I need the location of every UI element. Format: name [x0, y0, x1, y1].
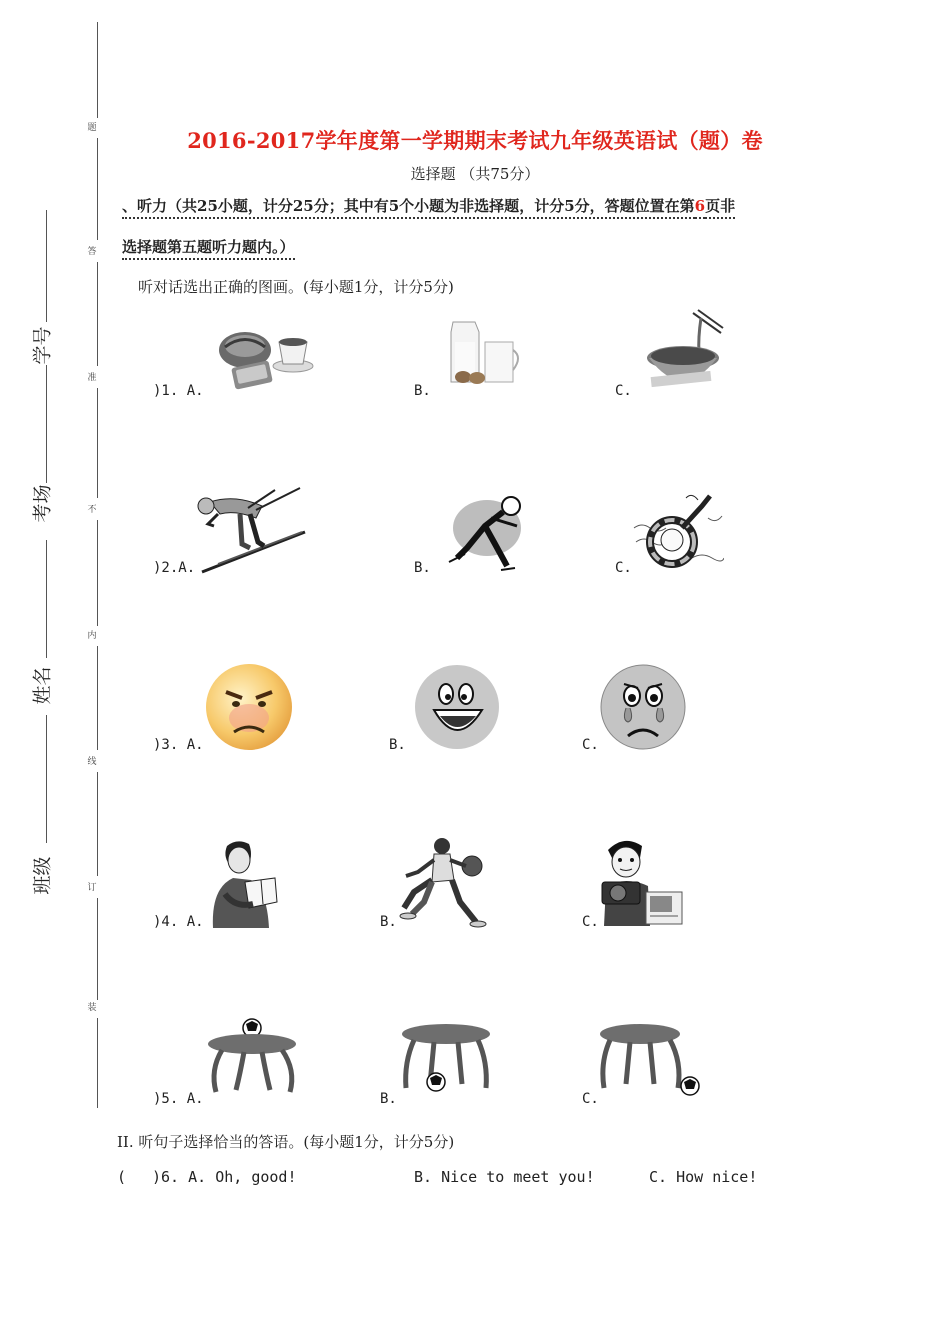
reporter-camera-picture: [598, 836, 688, 932]
reading-boy-picture: [205, 838, 281, 932]
q2-option-b-label: B.: [414, 560, 431, 576]
page-number-highlight: 6: [695, 197, 705, 219]
q6-option-c: C. How nice!: [649, 1168, 758, 1186]
q2-option-a-label: )2.A.: [153, 560, 196, 576]
q3-option-b-label: B.: [389, 737, 406, 753]
ball-under-table-picture: [400, 1022, 492, 1098]
name-field-label: 姓名: [31, 666, 54, 705]
basketball-player-picture: [398, 836, 488, 934]
q4-option-b-label: B.: [380, 914, 397, 930]
breakfast-food-picture: [215, 312, 315, 396]
swimming-picture: [632, 488, 724, 576]
part2-heading: II. 听句子选择恰当的答语。(每小题1分，计分5分): [117, 1133, 455, 1151]
q6-option-a: )6. A. Oh, good!: [152, 1168, 297, 1186]
student-number-field-label: 学号: [31, 326, 54, 365]
listening-heading-text: 、听力（共25小题，计分25分；其中有5个小题为非选择题，计分5分，答题位置在第: [122, 197, 695, 219]
exam-subtitle: 选择题 （共75分）: [410, 165, 540, 183]
q1-option-a-label: )1. A.: [153, 383, 204, 399]
q2-option-c-label: C.: [615, 560, 632, 576]
ball-on-table-picture: [206, 1018, 300, 1100]
seal-char: 线: [87, 757, 97, 767]
seal-char: 题: [87, 123, 97, 133]
listening-section-heading-cont: [122, 236, 295, 257]
seal-char: 订: [87, 883, 97, 893]
listening-heading-text-2: 选择题第五题听力题内。）: [122, 238, 295, 260]
part1-instruction: 听对话选出正确的图画。(每小题1分，计分5分): [138, 278, 454, 296]
q5-option-a-label: )5. A.: [153, 1091, 204, 1107]
listening-heading-text-end: 页非: [705, 197, 735, 219]
exam-room-field-label: 考场: [31, 484, 54, 523]
skating-picture: [445, 488, 527, 576]
crying-face-picture: [600, 664, 686, 754]
q1-option-c-label: C.: [615, 383, 632, 399]
angry-face-picture: [204, 662, 294, 756]
q6-option-b: B. Nice to meet you!: [414, 1168, 595, 1186]
q6-answer-paren: (: [117, 1168, 127, 1186]
seal-char: 内: [87, 631, 97, 641]
seal-char: 准: [87, 373, 97, 383]
class-field-label: 班级: [31, 856, 54, 895]
listening-section-heading: [122, 195, 735, 216]
q4-option-c-label: C.: [582, 914, 599, 930]
exam-title: 2016-2017学年度第一学期期末考试九年级英语试（题）卷: [187, 128, 763, 153]
happy-face-picture: [414, 664, 500, 754]
q5-option-c-label: C.: [582, 1091, 599, 1107]
milk-and-eggs-picture: [445, 312, 525, 392]
q4-option-a-label: )4. A.: [153, 914, 204, 930]
skiing-picture: [190, 484, 310, 578]
ball-beside-table-picture: [598, 1022, 704, 1102]
q1-option-b-label: B.: [414, 383, 431, 399]
seal-char: 答: [87, 247, 97, 257]
noodles-bowl-picture: [643, 308, 725, 394]
q5-option-b-label: B.: [380, 1091, 397, 1107]
q3-option-c-label: C.: [582, 737, 599, 753]
q3-option-a-label: )3. A.: [153, 737, 204, 753]
seal-char: 装: [87, 1003, 97, 1013]
seal-char: 不: [87, 505, 97, 515]
